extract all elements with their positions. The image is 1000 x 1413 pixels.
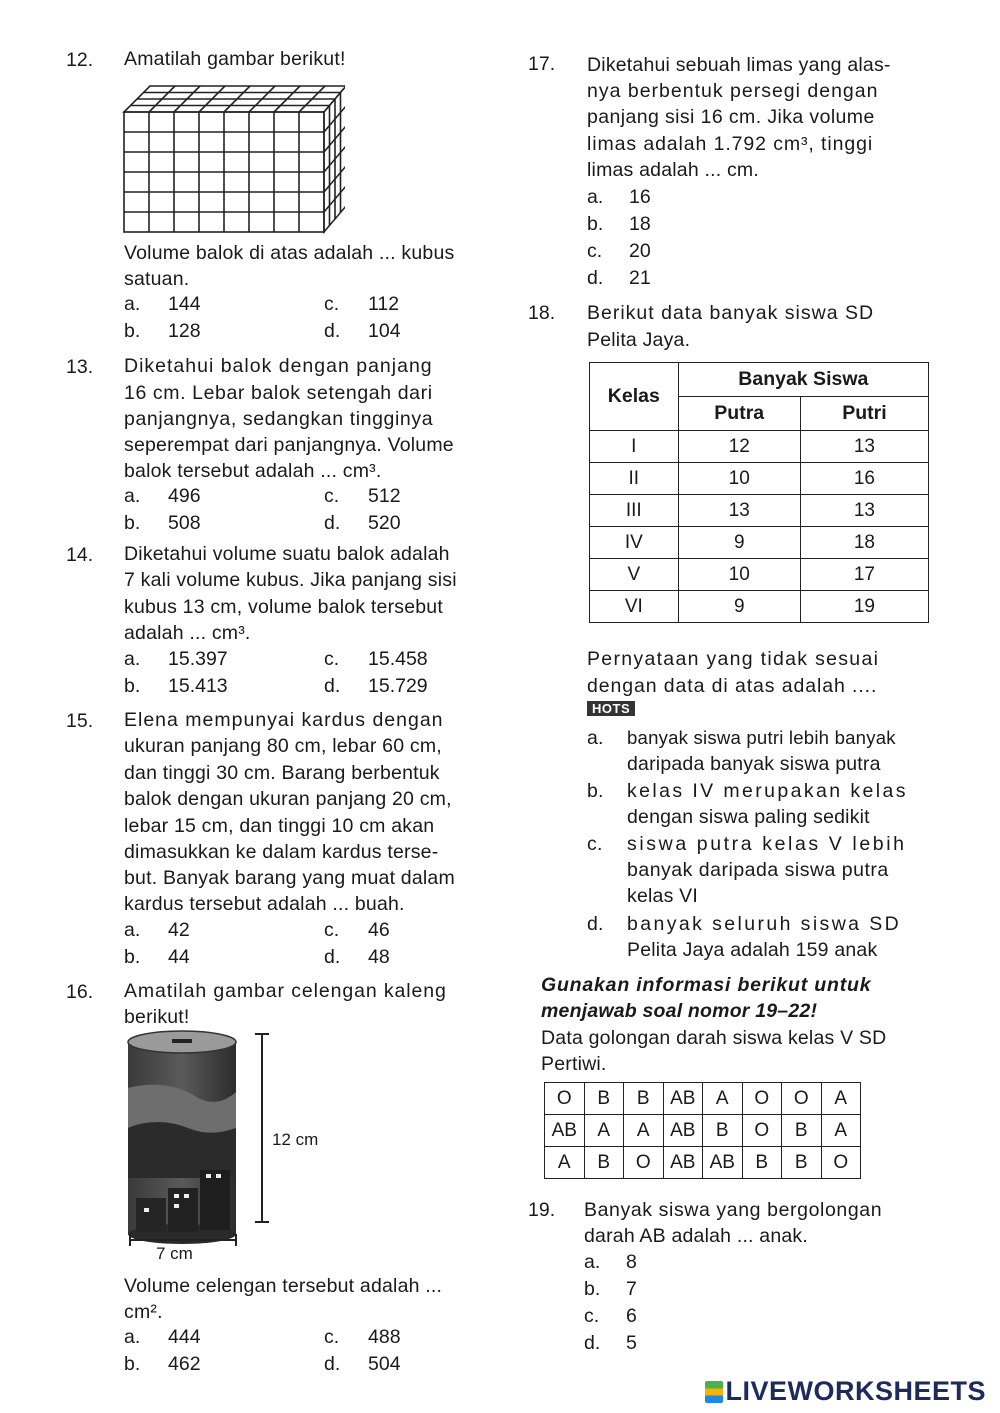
blood-type-table <box>544 1082 861 1179</box>
q19-option-d[interactable]: d. 5 <box>584 1332 637 1354</box>
q14-option-c[interactable]: c. 15.458 <box>324 648 428 670</box>
q15-option-d[interactable]: d. 48 <box>324 946 390 968</box>
header-putra: Putra <box>678 397 800 431</box>
q12-number: 12. <box>66 49 94 71</box>
q16-line: Amatilah gambar celengan kaleng <box>124 980 447 1002</box>
blood-cell: AB <box>663 1147 703 1179</box>
liveworksheets-logo[interactable] <box>705 1376 986 1407</box>
blood-cell: B <box>782 1115 822 1147</box>
q14-line: Diketahui volume suatu balok adalah <box>124 543 450 565</box>
blood-cell: AB <box>663 1115 703 1147</box>
q17-option-c[interactable]: c. 20 <box>587 240 651 262</box>
blood-cell: AB <box>663 1083 703 1115</box>
blood-cell: B <box>782 1147 822 1179</box>
q14-number: 14. <box>66 544 94 566</box>
header-banyak-siswa: Banyak Siswa <box>678 363 928 397</box>
header-putri: Putri <box>800 397 928 431</box>
cell-putri: 13 <box>800 495 928 527</box>
q17-line: limas adalah ... cm. <box>587 159 759 181</box>
q12-option-b[interactable]: b. 128 <box>124 320 201 342</box>
blood-cell: AB <box>703 1147 743 1179</box>
q15-line: dimasukkan ke dalam kardus terse- <box>124 841 439 863</box>
cell-putri: 18 <box>800 527 928 559</box>
cell-kelas: II <box>590 463 679 495</box>
q13-option-d[interactable]: d. 520 <box>324 512 401 534</box>
q16-line2: cm². <box>124 1301 163 1323</box>
q12-option-a[interactable]: a. 144 <box>124 293 201 315</box>
q15-line: but. Banyak barang yang muat dalam <box>124 867 455 889</box>
q16-option-b[interactable]: b. 462 <box>124 1353 201 1375</box>
info-data-line: Pertiwi. <box>541 1053 607 1075</box>
q19-option-b[interactable]: b. 7 <box>584 1278 637 1300</box>
table-row <box>590 431 929 463</box>
q16-line1: Volume celengan tersebut adalah ... <box>124 1275 443 1297</box>
building-silhouette <box>168 1188 198 1232</box>
q16-number: 16. <box>66 981 94 1003</box>
q17-option-a[interactable]: a. 16 <box>587 186 651 208</box>
cube-grid-figure <box>120 80 345 245</box>
q18-number: 18. <box>528 302 556 324</box>
cell-kelas: V <box>590 559 679 591</box>
q18-line: Berikut data banyak siswa SD <box>587 302 875 324</box>
table-row <box>545 1083 861 1115</box>
q16-option-d[interactable]: d. 504 <box>324 1353 401 1375</box>
q13-line: panjangnya, sedangkan tingginya <box>124 408 434 430</box>
q13-line: Diketahui balok dengan panjang <box>124 355 433 377</box>
q12-option-d[interactable]: d. 104 <box>324 320 401 342</box>
coin-slot <box>172 1039 192 1043</box>
table-row <box>590 559 929 591</box>
info-heading-line: Gunakan informasi berikut untuk <box>541 974 872 996</box>
info-data-line: Data golongan darah siswa kelas V SD <box>541 1027 887 1049</box>
q15-number: 15. <box>66 710 94 732</box>
q16-line: berikut! <box>124 1006 190 1028</box>
building-silhouette <box>136 1198 166 1232</box>
blood-cell: O <box>782 1083 822 1115</box>
logo-icon <box>705 1381 723 1403</box>
q12-prompt: Amatilah gambar berikut! <box>124 48 346 70</box>
blood-cell: A <box>821 1083 861 1115</box>
q13-line: seperempat dari panjangnya. Volume <box>124 434 454 456</box>
cell-kelas: I <box>590 431 679 463</box>
q17-line: panjang sisi 16 cm. Jika volume <box>587 106 875 128</box>
q14-option-b[interactable]: b. 15.413 <box>124 675 228 697</box>
q13-option-a[interactable]: a. 496 <box>124 485 201 507</box>
q15-line: lebar 15 cm, dan tinggi 10 cm akan <box>124 815 435 837</box>
q15-line: Elena mempunyai kardus dengan <box>124 709 444 731</box>
blood-cell: O <box>742 1115 782 1147</box>
cell-putra: 9 <box>678 591 800 623</box>
q17-option-b[interactable]: b. 18 <box>587 213 651 235</box>
cell-putri: 13 <box>800 431 928 463</box>
brand-text: LIVEWORKSHEETS <box>725 1376 986 1406</box>
height-label: 12 cm <box>272 1130 319 1149</box>
cell-putra: 13 <box>678 495 800 527</box>
blood-cell: A <box>584 1115 624 1147</box>
q12-line2: satuan. <box>124 268 190 290</box>
q14-line: kubus 13 cm, volume balok tersebut <box>124 596 443 618</box>
blood-cell: O <box>624 1147 664 1179</box>
cell-putri: 17 <box>800 559 928 591</box>
building-silhouette <box>200 1170 230 1230</box>
q15-line: kardus tersebut adalah ... buah. <box>124 893 405 915</box>
blood-cell: AB <box>545 1115 585 1147</box>
info-heading-line: menjawab soal nomor 19–22! <box>541 1000 818 1022</box>
cell-putri: 16 <box>800 463 928 495</box>
blood-cell: B <box>624 1083 664 1115</box>
q19-option-a[interactable]: a. 8 <box>584 1251 637 1273</box>
cell-putra: 9 <box>678 527 800 559</box>
blood-cell: A <box>624 1115 664 1147</box>
q19-option-c[interactable]: c. 6 <box>584 1305 637 1327</box>
q12-line1: Volume balok di atas adalah ... kubus <box>124 242 455 264</box>
q17-line: Diketahui sebuah limas yang alas- <box>587 54 891 76</box>
q15-line: dan tinggi 30 cm. Barang berbentuk <box>124 762 440 784</box>
blood-cell: B <box>742 1147 782 1179</box>
q15-line: ukuran panjang 80 cm, lebar 60 cm, <box>124 735 442 757</box>
q13-line: balok tersebut adalah ... cm³. <box>124 460 382 482</box>
q15-option-b[interactable]: b. 44 <box>124 946 190 968</box>
header-kelas: Kelas <box>590 363 679 431</box>
table-row <box>590 591 929 623</box>
cell-kelas: III <box>590 495 679 527</box>
q19-line: Banyak siswa yang bergolongan <box>584 1199 883 1221</box>
table-row <box>590 463 929 495</box>
q15-option-a[interactable]: a. 42 <box>124 919 190 941</box>
q17-line: nya berbentuk persegi dengan <box>587 80 879 102</box>
q16-option-c[interactable]: c. 488 <box>324 1326 401 1348</box>
cell-putra: 10 <box>678 463 800 495</box>
q12-option-c[interactable]: c. 112 <box>324 293 400 315</box>
q15-line: balok dengan ukuran panjang 20 cm, <box>124 788 452 810</box>
blood-cell: B <box>584 1147 624 1179</box>
blood-cell: A <box>821 1115 861 1147</box>
q14-line: adalah ... cm³. <box>124 622 251 644</box>
blood-cell: A <box>545 1147 585 1179</box>
table-row <box>590 527 929 559</box>
q17-number: 17. <box>528 53 556 75</box>
cell-putra: 10 <box>678 559 800 591</box>
q17-option-d[interactable]: d. 21 <box>587 267 651 289</box>
table-row <box>545 1115 861 1147</box>
blood-cell: A <box>703 1083 743 1115</box>
blood-cell: O <box>821 1147 861 1179</box>
table-row <box>545 1147 861 1179</box>
q18-statement-line: dengan data di atas adalah .... <box>587 675 878 697</box>
q14-option-d[interactable]: d. 15.729 <box>324 675 428 697</box>
q18-statement-line: Pernyataan yang tidak sesuai <box>587 648 880 670</box>
q14-option-a[interactable]: a. 15.397 <box>124 648 228 670</box>
q13-option-b[interactable]: b. 508 <box>124 512 201 534</box>
blood-cell: B <box>584 1083 624 1115</box>
cell-kelas: IV <box>590 527 679 559</box>
q15-option-c[interactable]: c. 46 <box>324 919 390 941</box>
q16-option-a[interactable]: a. 444 <box>124 1326 201 1348</box>
q13-line: 16 cm. Lebar balok setengah dari <box>124 382 433 404</box>
q13-option-c[interactable]: c. 512 <box>324 485 401 507</box>
student-count-table <box>589 362 929 623</box>
q19-line: darah AB adalah ... anak. <box>584 1225 808 1247</box>
hots-badge: HOTS <box>587 701 635 716</box>
diameter-label: 7 cm <box>156 1244 193 1263</box>
q14-line: 7 kali volume kubus. Jika panjang sisi <box>124 569 457 591</box>
q19-number: 19. <box>528 1199 556 1221</box>
cell-putri: 19 <box>800 591 928 623</box>
cell-putra: 12 <box>678 431 800 463</box>
blood-cell: O <box>545 1083 585 1115</box>
q13-number: 13. <box>66 356 94 378</box>
blood-cell: O <box>742 1083 782 1115</box>
blood-cell: B <box>703 1115 743 1147</box>
q18-line: Pelita Jaya. <box>587 329 691 351</box>
q17-line: limas adalah 1.792 cm³, tinggi <box>587 133 874 155</box>
cell-kelas: VI <box>590 591 679 623</box>
table-row <box>590 495 929 527</box>
